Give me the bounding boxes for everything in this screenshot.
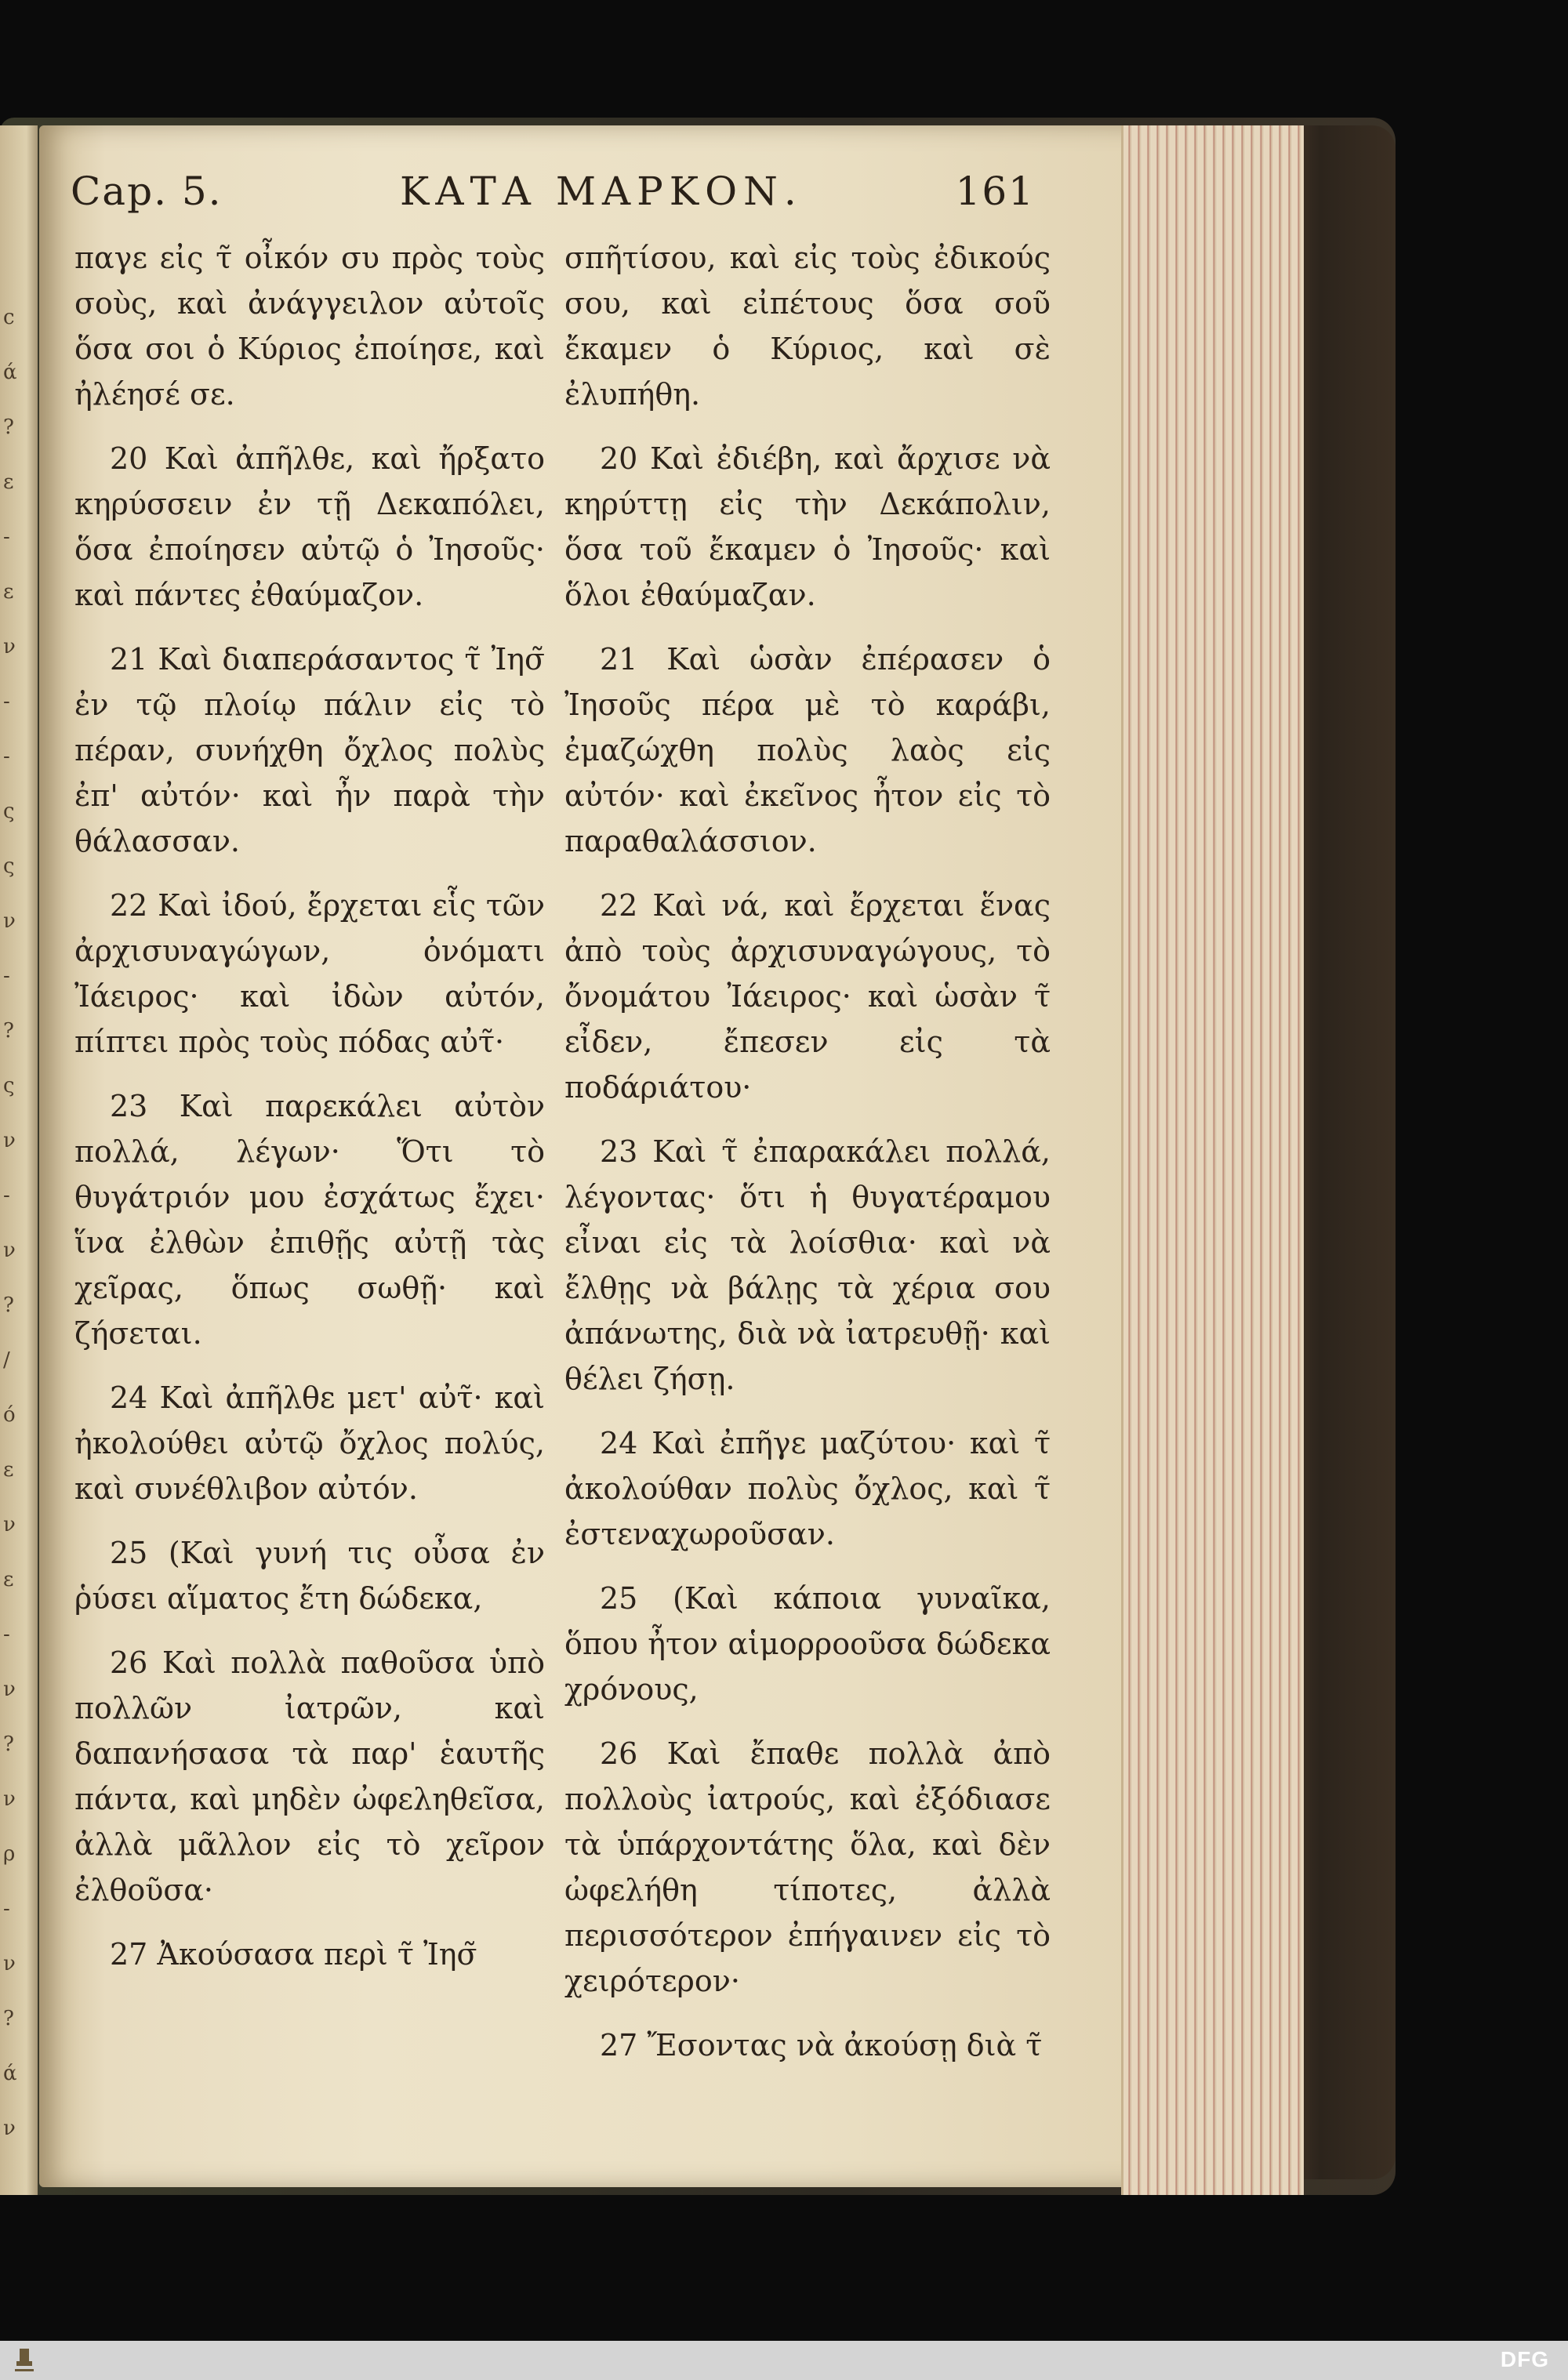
margin-fragment: ν <box>3 1678 16 1701</box>
verse-paragraph: 21 Καὶ διαπεράσαντος τ̃ Ἰησ̃ ἐν τῷ πλοίῳ πάλιν εἰς τὸ πέραν, συνήχθη ὄχλος πολὺς ἐπ' αὐτόν· καὶ ἦν παρὰ τὴν θάλασσαν. <box>74 642 545 858</box>
continued-paragraph: σπῆτίσου, καὶ εἰς τοὺς ἐδικούς σου, καὶ εἰπέτους ὅσα σοῦ ἔκαμεν ὁ Κύριος, καὶ σὲ ἐλυπήθη. <box>564 241 1051 412</box>
verse-paragraph: 21 Καὶ ὡσὰν ἐπέρασεν ὁ Ἰησοῦς πέρα μὲ τὸ καράβι, ἐμαζώχθη πολὺς λαὸς εἰς αὐτόν· καὶ ἐκεῖνος ἦτον εἰς τὸ παραθαλάσσιον. <box>564 642 1051 858</box>
margin-fragment: ρ <box>3 1842 16 1866</box>
verse-paragraph: 24 Καὶ ἐπῆγε μαζύτου· καὶ τ̃ ἀκολούθαν πολὺς ὄχλος, καὶ τ̃ ἐστεναχωροῦσαν. <box>564 1426 1051 1551</box>
margin-fragment: ? <box>3 1019 14 1043</box>
verse-paragraph: 23 Καὶ τ̃ ἐπαρακάλει πολλά, λέγοντας· ὅτι ἡ θυγατέραμου εἶναι εἰς τὰ λοίσθια· καὶ νὰ ἔλθῃς νὰ βάλῃς τὰ χέρια σου ἀπάνωτης, διὰ νὰ ἰατρευθῇ· καὶ θέλει ζήσῃ. <box>564 1134 1051 1396</box>
margin-fragment: ε <box>3 1568 14 1591</box>
verse-paragraph: 23 Καὶ παρεκάλει αὐτὸν πολλά, λέγων· Ὅτι τὸ θυγάτριόν μου ἐσχάτως ἔχει· ἵνα ἐλθὼν ἐπιθῇς αὐτῇ τὰς χεῖρας, ὅπως σωθῇ· καὶ ζήσεται. <box>74 1089 545 1351</box>
facing-page-edge <box>0 125 38 2195</box>
margin-fragment: ς <box>3 800 15 823</box>
library-logo-icon <box>13 2346 36 2375</box>
continued-paragraph: παγε εἰς τ̃ οἶκόν συ πρὸς τοὺς σοὺς, καὶ ἀνάγγειλον αὐτοῖς ὅσα σοι ὁ Κύριος ἐποίησε, καὶ ἠλέησέ σε. <box>74 241 545 412</box>
verse-paragraph: 27 Ἔσοντας νὰ ἀκούσῃ διὰ τ̃ <box>600 2028 1043 2063</box>
margin-fragment: / <box>3 1348 10 1372</box>
margin-fragment: - <box>3 745 10 768</box>
margin-fragment: ν <box>3 635 16 658</box>
margin-fragment: ν <box>3 1239 16 1262</box>
right-text-column <box>564 235 1051 2087</box>
margin-fragment: ς <box>3 854 15 878</box>
margin-fragment: ν <box>3 1787 16 1811</box>
verse-paragraph: 25 (Καὶ γυνή τις οὖσα ἐν ῥύσει αἵματος ἔτη δώδεκα, <box>74 1536 545 1616</box>
margin-fragment: ά <box>3 2062 17 2085</box>
margin-fragment: ό <box>3 1403 16 1427</box>
chapter-label: Cap. 5. <box>71 169 223 214</box>
margin-fragment: ε <box>3 1458 14 1482</box>
margin-fragment: - <box>3 1184 10 1207</box>
verse-paragraph: 25 (Καὶ κάποια γυναῖκα, ὅπου ἦτον αἱμορροοῦσα δώδεκα χρόνους, <box>564 1581 1051 1707</box>
margin-fragment: - <box>3 964 10 988</box>
margin-fragment: ? <box>3 2007 14 2030</box>
margin-fragment: ? <box>3 415 14 439</box>
left-text-column <box>74 235 545 1996</box>
verse-paragraph: 26 Καὶ πολλὰ παθοῦσα ὑπὸ πολλῶν ἰατρῶν, καὶ δαπανήσασα τὰ παρ' ἑαυτῆς πάντα, καὶ μηδὲν ὠφεληθεῖσα, ἀλλὰ μᾶλλον εἰς τὸ χεῖρον ἐλθοῦσα· <box>74 1645 545 1907</box>
margin-fragment: - <box>3 525 10 549</box>
margin-fragment: ε <box>3 470 14 494</box>
viewer-footer-bar <box>0 2341 1568 2380</box>
margin-fragment: ν <box>3 1513 16 1536</box>
margin-fragment: ? <box>3 1293 14 1317</box>
margin-fragment: ς <box>3 1074 15 1097</box>
margin-fragment: ν <box>3 2117 16 2140</box>
page-edges <box>1121 125 1304 2195</box>
margin-fragment: ε <box>3 580 14 604</box>
page-number: 161 <box>955 169 1035 214</box>
margin-fragment: ά <box>3 361 17 384</box>
dfg-logo: DFG <box>1500 2347 1549 2371</box>
verse-paragraph: 26 Καὶ ἔπαθε πολλὰ ἀπὸ πολλοὺς ἰατρούς, καὶ ἐξόδιασε τὰ ὑπάρχοντάτης ὅλα, καὶ δὲν ὠφελήθη τίποτες, ἀλλὰ περισσότερον ἐπήγαινεν εἰς τὸ χειρότερον· <box>564 1736 1051 1998</box>
book-title: ΚΑΤΑ ΜΑΡΚΟΝ. <box>400 169 803 214</box>
verse-paragraph: 22 Καὶ ἰδού, ἔρχεται εἷς τῶν ἀρχισυναγώγων, ὀνόματι Ἰάειρος· καὶ ἰδὼν αὐτόν, πίπτει πρὸς τοὺς πόδας αὐτ̃· <box>74 888 545 1059</box>
running-head <box>71 169 1035 223</box>
margin-fragment: ν <box>3 1952 16 1975</box>
margin-fragment: ν <box>3 1129 16 1152</box>
facing-page-margin-text <box>3 306 34 2140</box>
verse-paragraph: 22 Καὶ νά, καὶ ἔρχεται ἕνας ἀπὸ τοὺς ἀρχισυναγώγους, τὸ ὄνομάτου Ἰάειρος· καὶ ὡσὰν τ̃ εἶδεν, ἔπεσεν εἰς τὰ ποδάριάτου· <box>564 888 1051 1105</box>
margin-fragment: c <box>3 306 15 329</box>
margin-fragment: ? <box>3 1732 14 1756</box>
verse-paragraph: 20 Καὶ ἐδιέβη, καὶ ἄρχισε νὰ κηρύττῃ εἰς τὴν Δεκάπολιν, ὅσα τοῦ ἔκαμεν ὁ Ἰησοῦς· καὶ ὅλοι ἐθαύμαζαν. <box>564 441 1051 612</box>
margin-fragment: ν <box>3 909 16 933</box>
verse-paragraph: 24 Καὶ ἀπῆλθε μετ' αὐτ̃· καὶ ἠκολούθει αὐτῷ ὄχλος πολύς, καὶ συνέθλιβον αὐτόν. <box>74 1380 545 1506</box>
margin-fragment: - <box>3 1623 10 1646</box>
margin-fragment: - <box>3 1897 10 1921</box>
verse-paragraph: 20 Καὶ ἀπῆλθε, καὶ ἤρξατο κηρύσσειν ἐν τῇ Δεκαπόλει, ὅσα ἐποίησεν αὐτῷ ὁ Ἰησοῦς· καὶ πάντες ἐθαύμαζον. <box>74 441 545 612</box>
margin-fragment: - <box>3 690 10 713</box>
verse-paragraph: 27 Ἀκούσασα περὶ τ̃ Ἰησ̃ <box>110 1937 477 1972</box>
